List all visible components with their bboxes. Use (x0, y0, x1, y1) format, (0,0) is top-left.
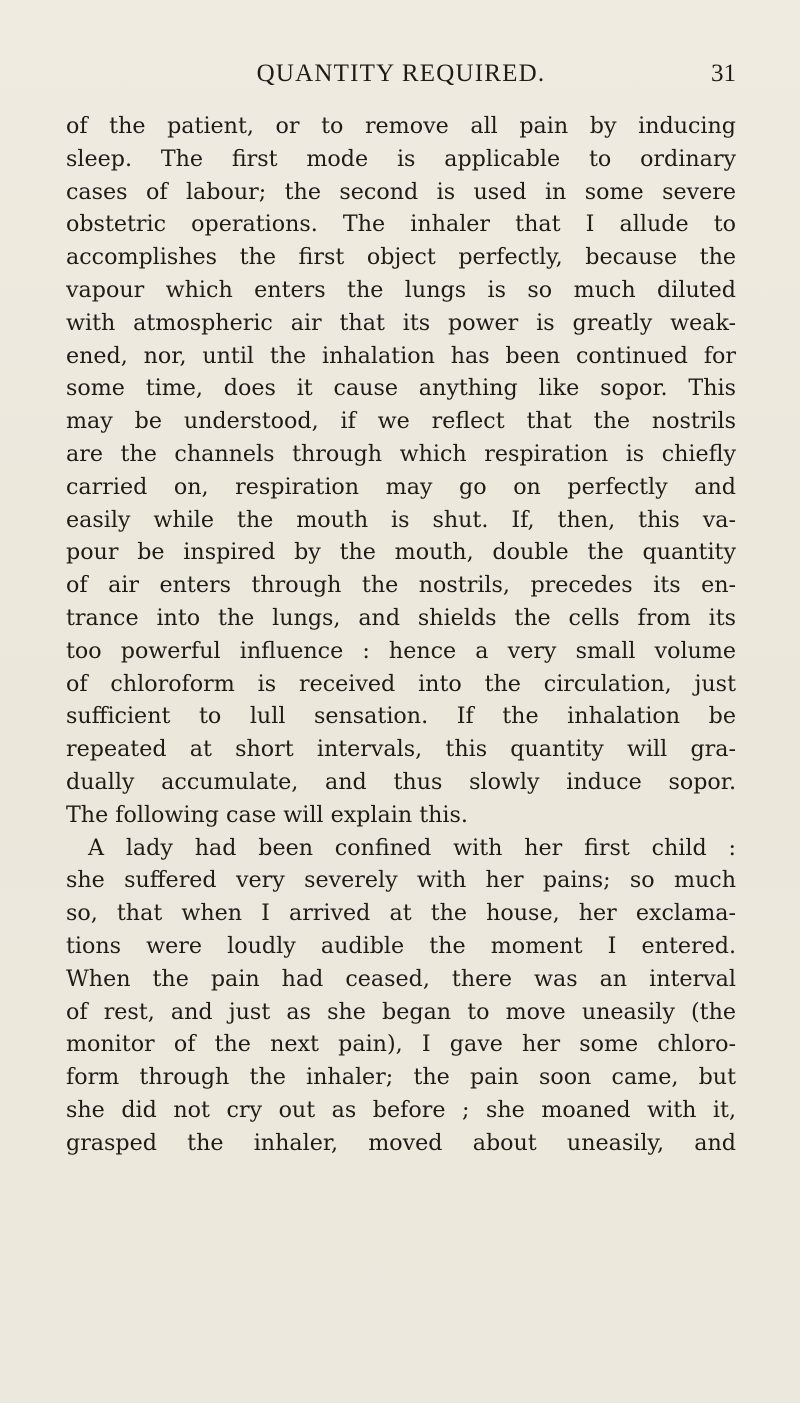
text-line: pour be inspired by the mouth, double the quantity (66, 539, 736, 566)
text-line: of chloroform is received into the circulation, just (66, 670, 736, 697)
text-line: sleep. The first mode is applicable to ordinary (66, 145, 736, 172)
text-line: sufficient to lull sensation. If the inhalation be (66, 703, 736, 730)
running-head (66, 57, 736, 91)
text-line: with atmospheric air that its power is greatly weak- (66, 309, 736, 336)
text-line: of rest, and just as she began to move uneasily (the (66, 998, 736, 1025)
text-line: too powerful influence : hence a very small volume (66, 637, 736, 664)
text-line: monitor of the next pain), I gave her some chloro- (66, 1031, 736, 1058)
text-line: grasped the inhaler, moved about uneasily, and (66, 1129, 736, 1156)
text-line: When the pain had ceased, there was an interval (66, 965, 736, 992)
text-line: some time, does it cause anything like sopor. This (66, 375, 736, 402)
text-line: of air enters through the nostrils, precedes its en- (66, 572, 736, 599)
text-line: easily while the mouth is shut. If, then, this va- (66, 506, 736, 533)
text-line: tions were loudly audible the moment I entered. (66, 932, 736, 959)
text-line: are the channels through which respiration is chiefly (66, 440, 736, 467)
text-line: The following case will explain this. (66, 801, 468, 828)
text-line: vapour which enters the lungs is so much diluted (66, 276, 736, 303)
text-line: ened, nor, until the inhalation has been continued for (66, 342, 736, 369)
text-line: dually accumulate, and thus slowly induce sopor. (66, 768, 736, 795)
text-line: accomplishes the first object perfectly, because the (66, 244, 736, 271)
page-number: 31 (711, 60, 736, 87)
text-line: cases of labour; the second is used in some severe (66, 178, 736, 205)
text-line: repeated at short intervals, this quantity will gra- (66, 736, 736, 763)
body-text (66, 110, 736, 1160)
text-line: of the patient, or to remove all pain by inducing (66, 113, 736, 139)
paragraph (66, 832, 736, 1160)
text-line: she did not cry out as before ; she moaned with it, (66, 1096, 736, 1123)
text-line: obstetric operations. The inhaler that I allude to (66, 211, 736, 238)
text-line: carried on, respiration may go on perfectly and (66, 473, 736, 500)
text-line: may be understood, if we reflect that the nostrils (66, 408, 736, 435)
text-line: A lady had been confined with her first child : (88, 834, 736, 861)
text-line: trance into the lungs, and shields the cells from its (66, 604, 736, 631)
text-line: she suffered very severely with her pains; so much (66, 867, 736, 894)
text-line: so, that when I arrived at the house, her exclama- (66, 900, 736, 927)
paragraph (66, 110, 736, 832)
text-line: form through the inhaler; the pain soon came, but (66, 1064, 736, 1091)
running-title: QUANTITY REQUIRED. (256, 60, 546, 87)
